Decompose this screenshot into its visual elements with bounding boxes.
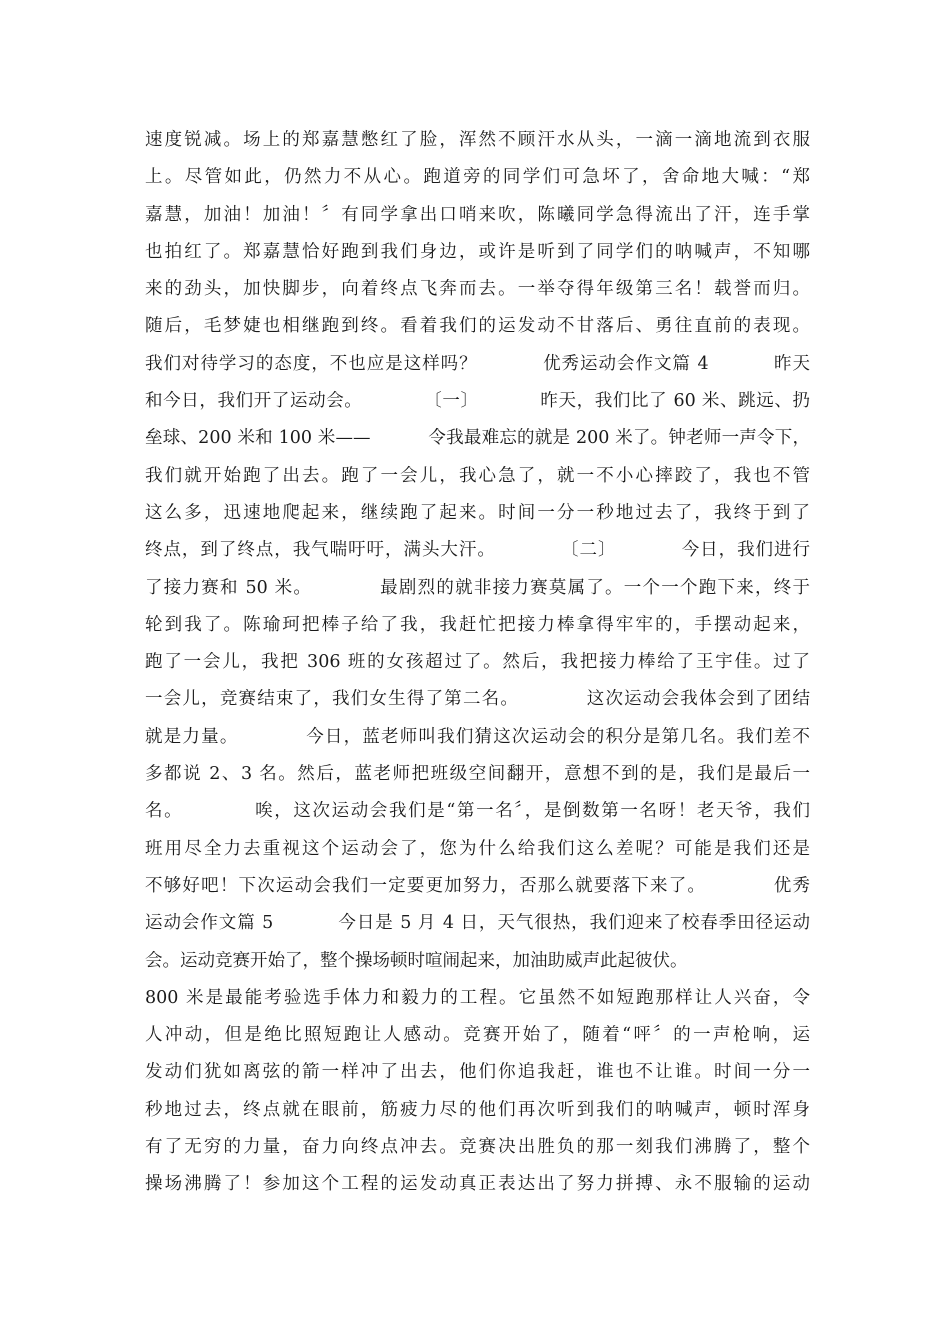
text-line: 这么多，迅速地爬起来，继续跑了起来。时间一分一秒地过去了，我终于到了: [145, 502, 810, 523]
text-line: 随后，毛梦婕也相继跑到终。看着我们的运发动不甘落后、勇往直前的表现。: [145, 316, 810, 337]
text-line: 终点，到了终点，我气喘吁吁，满头大汗。 〔二〕 今日，我们进行: [145, 540, 810, 561]
text-line: 跑了一会儿，我把 306 班的女孩超过了。然后，我把接力棒给了王宇佳。过了: [145, 652, 810, 673]
text-line: 名。 唉，这次运动会我们是“第一名〞，是倒数第一名呀！老天爷，我们: [145, 801, 810, 822]
text-line: 800 米是最能考验选手体力和毅力的工程。它虽然不如短跑那样让人兴奋，令: [145, 987, 810, 1008]
text-line: 和今日，我们开了运动会。 〔一〕 昨天，我们比了 60 米、跳远、扔: [145, 391, 810, 412]
text-line: 就是力量。 今日，蓝老师叫我们猜这次运动会的积分是第几名。我们差不: [145, 726, 810, 747]
text-line: 秒地过去，终点就在眼前，筋疲力尽的他们再次听到我们的呐喊声，顿时浑身: [145, 1099, 810, 1120]
text-line: 我们就开始跑了出去。跑了一会儿，我心急了，就一不小心摔跤了，我也不管: [145, 465, 810, 486]
text-line: 嘉慧，加油！加油！〞有同学拿出口哨来吹，陈曦同学急得流出了汗，连手掌: [145, 204, 810, 225]
text-line: 人冲动，但是绝比照短跑让人感动。竞赛开始了，随着“呯〞的一声枪响，运: [145, 1025, 810, 1046]
text-line: 垒球、200 米和 100 米—— 令我最难忘的就是 200 米了。钟老师一声令下，: [145, 428, 810, 449]
text-line: 不够好吧！下次运动会我们一定要更加努力，否那么就要落下来了。 优秀: [145, 875, 810, 896]
text-line: 多都说 2、3 名。然后，蓝老师把班级空间翻开，意想不到的是，我们是最后一: [145, 764, 810, 785]
text-line: 一会儿，竞赛结束了，我们女生得了第二名。 这次运动会我体会到了团结: [145, 689, 810, 710]
text-line: 运动会作文篇 5 今日是 5 月 4 日，天气很热，我们迎来了校春季田径运动: [145, 913, 810, 934]
text-line: 了接力赛和 50 米。 最剧烈的就非接力赛莫属了。一个一个跑下来，终于: [145, 577, 810, 598]
text-line: 会。运动竞赛开始了，整个操场顿时喧闹起来，加油助威声此起彼伏。: [145, 950, 688, 971]
text-line: 也拍红了。郑嘉慧恰好跑到我们身边，或许是听到了同学们的呐喊声，不知哪: [145, 241, 810, 262]
text-line: 速度锐减。场上的郑嘉慧憋红了脸，浑然不顾汗水从头，一滴一滴地流到衣服: [145, 130, 810, 150]
text-line: 上。尽管如此，仍然力不从心。跑道旁的同学们可急坏了，舍命地大喊：“郑: [145, 167, 810, 188]
text-line: 轮到我了。陈瑜珂把棒子给了我，我赶忙把接力棒拿得牢牢的，手摆动起来，: [145, 614, 810, 635]
text-line: 来的劲头，加快脚步，向着终点飞奔而去。一举夺得年级第三名！载誉而归。: [145, 279, 810, 300]
text-line: 我们对待学习的态度，不也应是这样吗？ 优秀运动会作文篇 4 昨天: [145, 353, 810, 374]
text-line: 班用尽全力去重视这个运动会了，您为什么给我们这么差呢？可能是我们还是: [145, 838, 810, 859]
essay-body-text: [145, 122, 810, 1204]
text-line: 发动们犹如离弦的箭一样冲了出去，他们你追我赶，谁也不让谁。时间一分一: [145, 1062, 810, 1083]
text-line: 有了无穷的力量，奋力向终点冲去。竞赛决出胜负的那一刻我们沸腾了，整个: [145, 1137, 810, 1158]
text-line: 操场沸腾了！参加这个工程的运发动真正表达出了努力拼搏、永不服输的运动: [145, 1174, 810, 1195]
